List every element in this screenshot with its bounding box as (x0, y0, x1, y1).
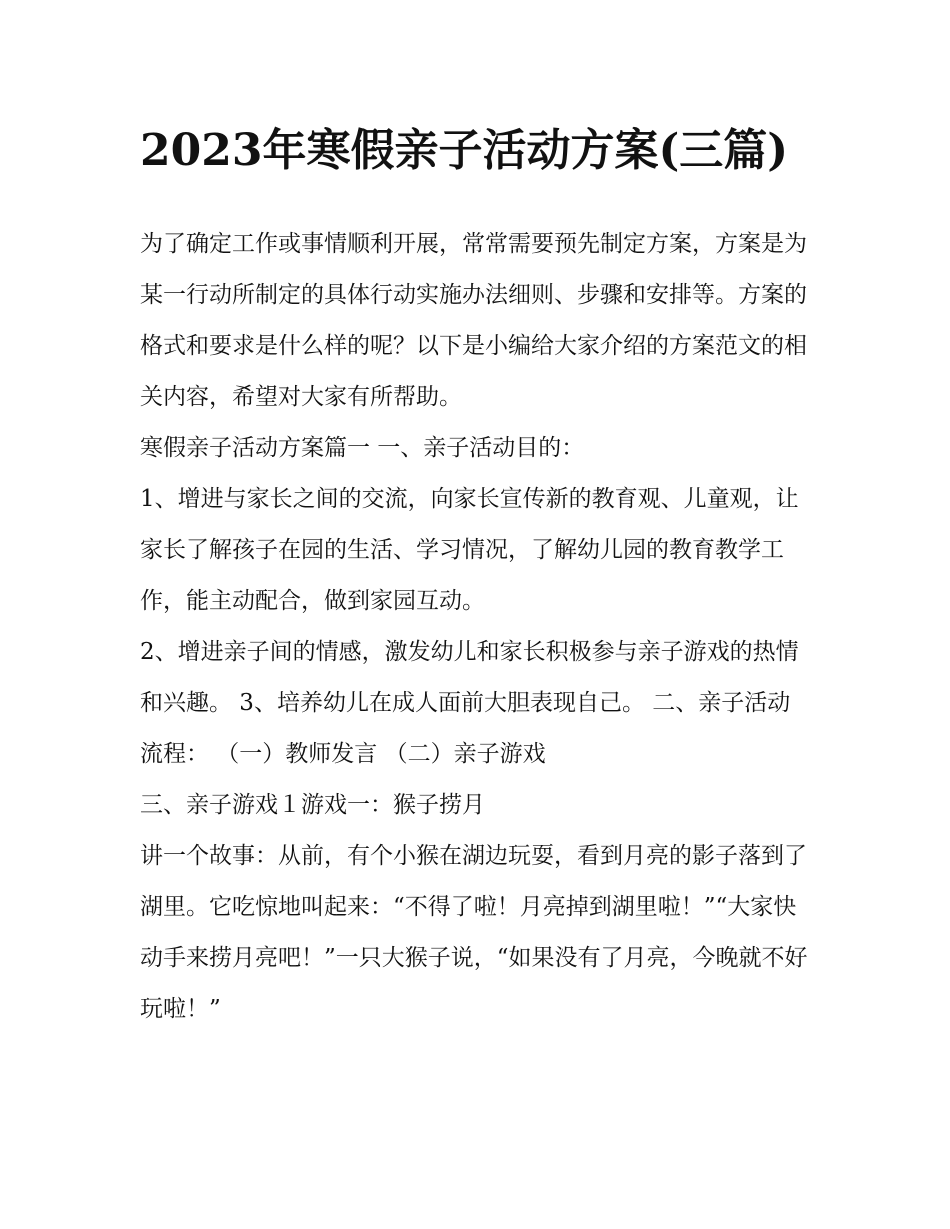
document-title: 2023年寒假亲子活动方案(三篇) (140, 125, 789, 176)
intro-paragraph: 为了确定工作或事情顺利开展，常常需要预先制定方案，方案是为某一行动所制定的具体行动实施办法细则、步骤和安排等。方案的格式和要求是什么样的呢？以下是小编给大家介绍的方案范文的相关内容，希望对大家有所帮助。 (140, 231, 807, 410)
document-page (140, 112, 812, 1035)
game-heading-paragraph: 三、亲子游戏１游戏一：猴子捞月 (140, 792, 485, 818)
goal-item-2-paragraph: 2、增进亲子间的情感，激发幼儿和家长积极参与亲子游戏的热情和兴趣。 3、培养幼儿在成人面前大胆表现自己。 二、亲子活动流程： （一）教师发言 （二）亲子游戏 (140, 639, 799, 767)
goal-item-1-paragraph: 1、增进与家长之间的交流，向家长宣传新的教育观、儿童观，让家长了解孩子在园的生活、学习情况，了解幼儿园的教育教学工作，能主动配合，做到家园互动。 (140, 486, 799, 614)
story-paragraph: 讲一个故事：从前，有个小猴在湖边玩耍，看到月亮的影子落到了湖里。它吃惊地叫起来：“不得了啦！月亮掉到湖里啦！”“大家快动手来捞月亮吧！”一只大猴子说，“如果没有了月亮，今晚就不好玩啦！” (140, 843, 808, 1022)
section-heading-paragraph: 寒假亲子活动方案篇一 一、亲子活动目的： (140, 435, 585, 461)
